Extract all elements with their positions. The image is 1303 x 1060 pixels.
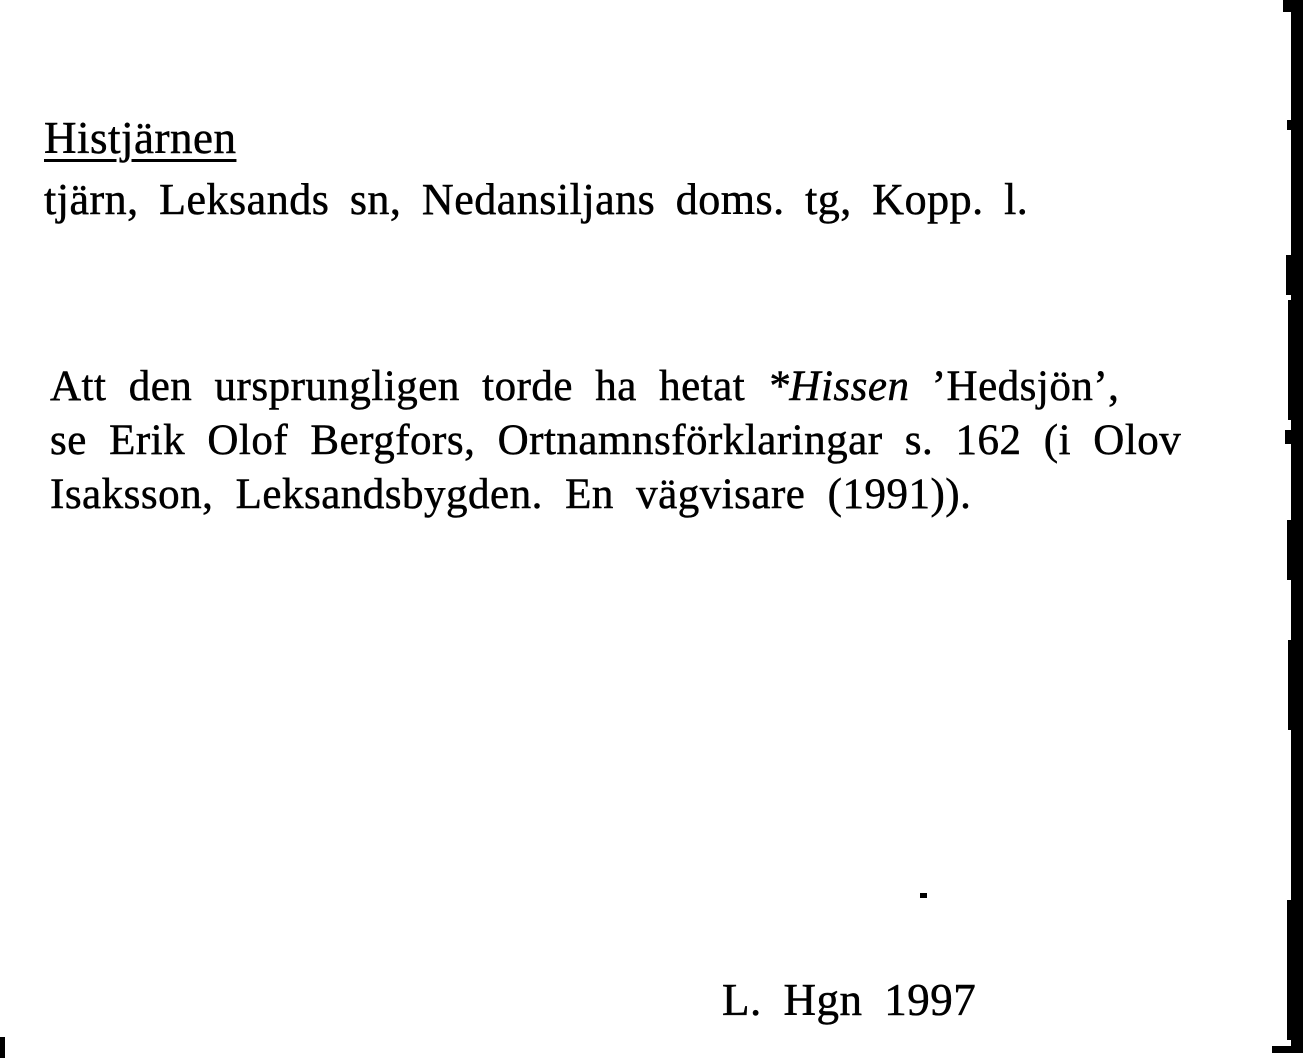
card-subtitle-locality-line: tjärn, Leksands sn, Nedansiljans doms. tg, Kopp. l. [44, 175, 1029, 224]
body-line-1-text: Att den ursprungligen torde ha hetat [50, 363, 768, 410]
signature-initials-year: L. Hgn 1997 [722, 975, 977, 1025]
card-title: Histjärnen [44, 113, 237, 163]
card-body-paragraph [50, 360, 1230, 522]
right-edge-bar-foot-artifact [1272, 1046, 1294, 1053]
body-line-1 [50, 360, 1230, 414]
body-line-1-italic-name: *Hissen [767, 363, 910, 410]
right-edge-scan-bar-artifact [1291, 0, 1303, 1053]
body-line-3: Isaksson, Leksandsbygden. En vägvisare (1991)). [50, 471, 972, 518]
scan-speck-artifact [920, 893, 927, 898]
body-line-1-gloss: ’Hedsjön’, [909, 363, 1120, 410]
body-line-2: se Erik Olof Bergfors, Ortnamnsförklaringar s. 162 (i Olov [50, 417, 1182, 464]
left-edge-tick-artifact [0, 1037, 5, 1058]
